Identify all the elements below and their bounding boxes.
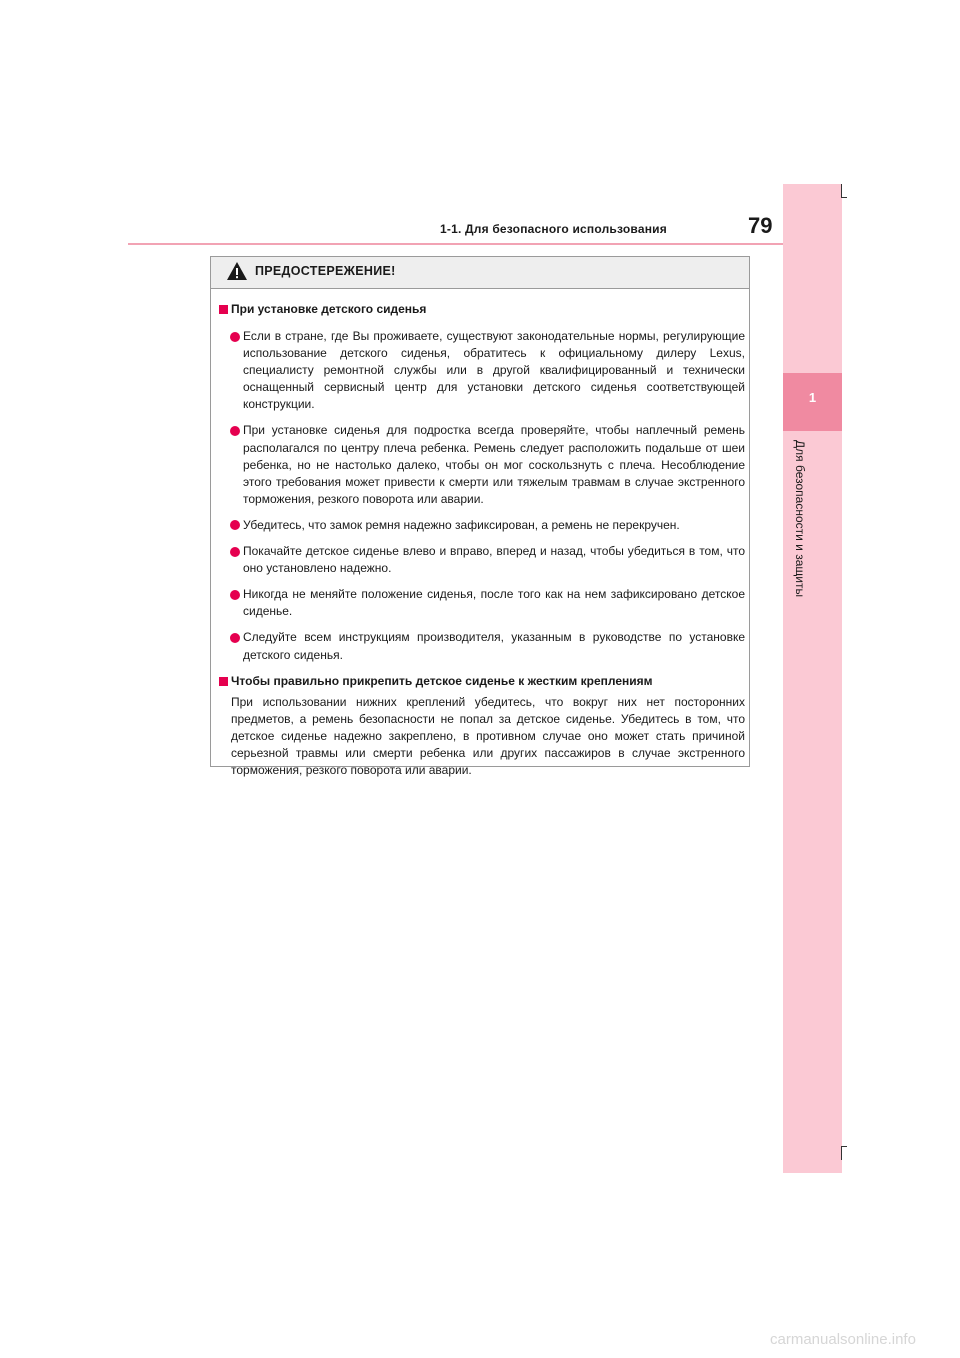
list-item-text: Покачайте детское сиденье влево и вправо, вперед и назад, чтобы убедиться в том, что оно установлено надежно. bbox=[243, 544, 745, 576]
round-bullet-icon bbox=[230, 520, 240, 530]
section-heading bbox=[219, 673, 745, 690]
crop-mark-top bbox=[841, 184, 842, 198]
square-bullet-icon bbox=[219, 305, 228, 314]
section-paragraph: При использовании нижних креплений убедитесь, что вокруг них нет посторонних предметов, а ремень безопасности не попал за детское сиденье. Убедитесь в том, что детское сиденье надежно закреплено, в противном случае оно может стать причиной серьезной травмы или смерти ребенка или других пассажиров в случае экстренного торможения, резкого поворота или аварии. bbox=[231, 694, 745, 777]
round-bullet-icon bbox=[230, 426, 240, 436]
list-item bbox=[219, 586, 745, 620]
warning-title: ПРЕДОСТЕРЕЖЕНИЕ! bbox=[255, 264, 396, 278]
header-rule bbox=[128, 243, 783, 245]
page-number: 79 bbox=[748, 213, 773, 238]
round-bullet-icon bbox=[230, 547, 240, 557]
list-item bbox=[219, 543, 745, 577]
list-item-text: Никогда не меняйте положение сиденья, после того как на нем зафиксировано детское сиденье. bbox=[243, 587, 745, 619]
square-bullet-icon bbox=[219, 677, 228, 686]
section-heading-text: Чтобы правильно прикрепить детское сиденье к жестким креплениям bbox=[231, 673, 653, 688]
chapter-number: 1 bbox=[808, 390, 817, 405]
section-heading-text: При установке детского сиденья bbox=[231, 302, 427, 316]
list-item bbox=[219, 422, 745, 507]
list-item bbox=[219, 517, 745, 534]
chapter-label: Для безопасности и защиты bbox=[793, 440, 807, 598]
warning-content bbox=[219, 301, 745, 779]
crop-mark-bottom bbox=[841, 1146, 842, 1160]
crop-mark-bottom-h bbox=[841, 1146, 847, 1147]
round-bullet-icon bbox=[230, 633, 240, 643]
section-title: 1-1. Для безопасного использования bbox=[440, 222, 667, 236]
list-item bbox=[219, 629, 745, 663]
watermark: carmanualsonline.info bbox=[770, 1331, 916, 1348]
warning-triangle-icon bbox=[226, 261, 248, 281]
chapter-side-tab bbox=[783, 184, 842, 1173]
crop-mark-top-h bbox=[841, 197, 847, 198]
list-item-text: Следуйте всем инструкциям производителя, указанным в руководстве по установке детского сиденья. bbox=[243, 630, 745, 662]
round-bullet-icon bbox=[230, 590, 240, 600]
list-item bbox=[219, 328, 745, 413]
list-item-text: При установке сиденья для подростка всегда проверяйте, чтобы наплечный ремень располагался по центру плеча ребенка. Ремень следует расположить подальше от шеи ребенка, но не настолько далеко, чтобы он мог соскользнуть с плеча. Несоблюдение этого требования может привести к смерти или тяжелым травмам в случае экстренного торможения, резкого поворота или аварии. bbox=[243, 423, 745, 506]
section-heading bbox=[219, 301, 745, 318]
list-item-text: Если в стране, где Вы проживаете, существуют законодательные нормы, регулирующие использование детского сиденья, обратитесь к официальному дилеру Lexus, специалисту ремонтной службы или в другой квалифицированный и технически оснащенный сервисный центр для установки детского сиденья соответствующей конструкции. bbox=[243, 329, 745, 412]
warning-box bbox=[210, 256, 750, 777]
list-item-text: Убедитесь, что замок ремня надежно зафиксирован, а ремень не перекручен. bbox=[243, 517, 680, 532]
round-bullet-icon bbox=[230, 332, 240, 342]
warning-header bbox=[211, 257, 749, 289]
